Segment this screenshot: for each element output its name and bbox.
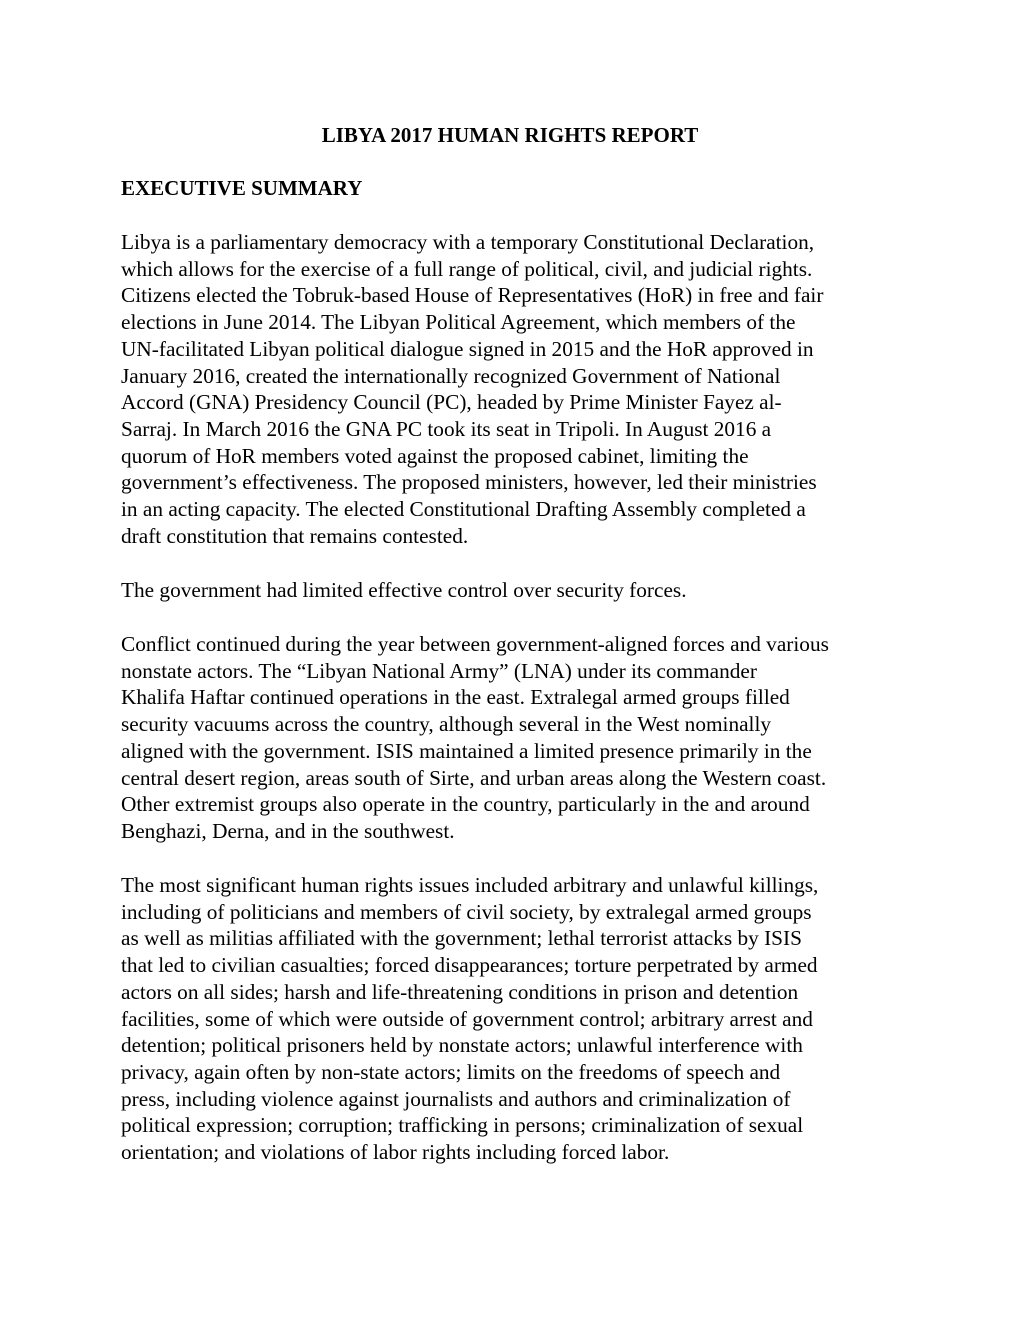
paragraph-conflict bbox=[121, 631, 911, 845]
text-line: The government had limited effective control over security forces. bbox=[121, 578, 687, 602]
text-line: privacy, again often by non-state actors; limits on the freedoms of speech and bbox=[121, 1059, 781, 1084]
text-line: elections in June 2014. The Libyan Political Agreement, which members of the bbox=[121, 310, 796, 335]
text-line: orientation; and violations of labor rights including forced labor. bbox=[121, 1140, 670, 1165]
text-line: central desert region, areas south of Sirte, and urban areas along the Western coast. bbox=[121, 765, 827, 790]
text-line: actors on all sides; harsh and life-threatening conditions in prison and detention bbox=[121, 979, 799, 1004]
paragraph-overview bbox=[121, 229, 911, 549]
text-line: Libya is a parliamentary democracy with a temporary Constitutional Declaration, bbox=[121, 230, 815, 254]
text-line: Khalifa Haftar continued operations in the east. Extralegal armed groups filled bbox=[121, 685, 790, 710]
document-title: LIBYA 2017 HUMAN RIGHTS REPORT bbox=[321, 123, 699, 147]
text-line: that led to civilian casualties; forced disappearances; torture perpetrated by armed bbox=[121, 953, 818, 978]
text-line: Conflict continued during the year between government-aligned forces and various bbox=[121, 632, 829, 656]
text-line: nonstate actors. The “Libyan National Army” (LNA) under its commander bbox=[121, 658, 757, 683]
text-line: aligned with the government. ISIS maintained a limited presence primarily in the bbox=[121, 738, 812, 763]
text-line: draft constitution that remains contested. bbox=[121, 523, 469, 548]
text-line: quorum of HoR members voted against the proposed cabinet, limiting the bbox=[121, 443, 749, 468]
paragraph-security-control bbox=[121, 577, 911, 604]
text-line: as well as militias affiliated with the government; lethal terrorist attacks by ISIS bbox=[121, 926, 802, 951]
text-line: Citizens elected the Tobruk-based House of Representatives (HoR) in free and fair bbox=[121, 283, 824, 308]
text-line: political expression; corruption; trafficking in persons; criminalization of sexual bbox=[121, 1113, 804, 1138]
section-heading: EXECUTIVE SUMMARY bbox=[121, 176, 363, 200]
text-line: press, including violence against journalists and authors and criminalization of bbox=[121, 1086, 791, 1111]
text-line: including of politicians and members of civil society, by extralegal armed groups bbox=[121, 899, 812, 924]
paragraph-human-rights-issues bbox=[121, 872, 911, 1166]
text-line: January 2016, created the internationally recognized Government of National bbox=[121, 363, 781, 388]
text-line: security vacuums across the country, although several in the West nominally bbox=[121, 712, 772, 737]
text-line: in an acting capacity. The elected Constitutional Drafting Assembly completed a bbox=[121, 497, 806, 522]
text-line: The most significant human rights issues included arbitrary and unlawful killings, bbox=[121, 873, 819, 897]
text-line: which allows for the exercise of a full range of political, civil, and judicial rights. bbox=[121, 256, 813, 281]
text-line: Accord (GNA) Presidency Council (PC), headed by Prime Minister Fayez al- bbox=[121, 390, 782, 415]
text-line: Sarraj. In March 2016 the GNA PC took its seat in Tripoli. In August 2016 a bbox=[121, 416, 772, 441]
text-line: government’s effectiveness. The proposed ministers, however, led their ministries bbox=[121, 470, 817, 495]
text-line: Other extremist groups also operate in the country, particularly in the and around bbox=[121, 792, 810, 817]
text-line: facilities, some of which were outside of government control; arbitrary arrest and bbox=[121, 1006, 813, 1031]
text-line: UN-facilitated Libyan political dialogue signed in 2015 and the HoR approved in bbox=[121, 336, 814, 361]
text-line: Benghazi, Derna, and in the southwest. bbox=[121, 818, 455, 843]
text-line: detention; political prisoners held by nonstate actors; unlawful interference with bbox=[121, 1033, 803, 1058]
